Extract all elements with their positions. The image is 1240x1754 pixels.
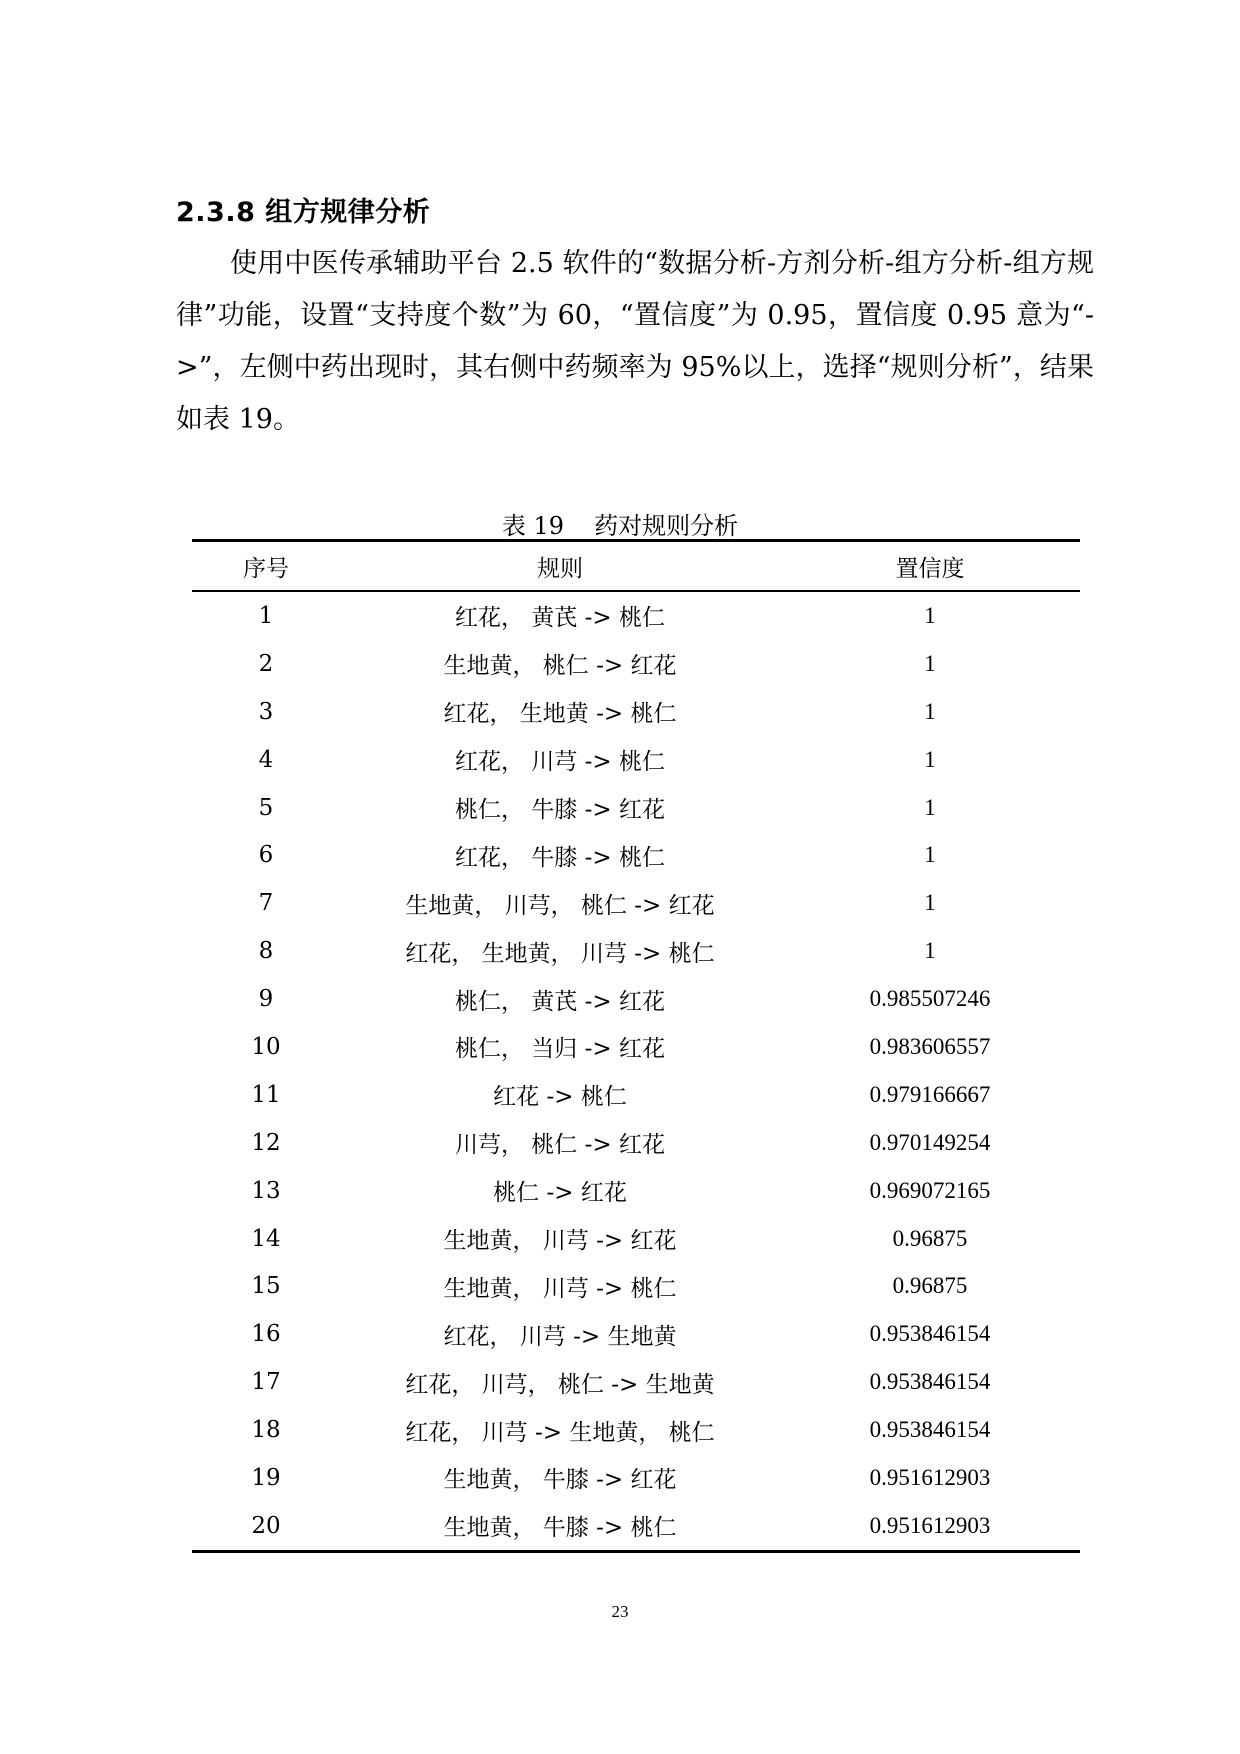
body-paragraph: 使用中医传承辅助平台 2.5 软件的“数据分析-方剂分析-组方分析-组方规律”功能，设置“支持度个数”为 60，“置信度”为 0.95，置信度 0.95 意为“->”，左侧中药出现时，其右侧中药频率为 95%以上，选择“规则分析”，结果如表 19。 (176, 248, 1094, 435)
row-confidence: 0.953846154 (869, 1417, 991, 1443)
row-confidence: 1 (924, 842, 936, 868)
row-number: 6 (258, 842, 274, 869)
table-body (192, 591, 1080, 1551)
table-row (192, 1406, 1080, 1454)
table-row (192, 975, 1080, 1023)
row-number: 11 (251, 1081, 281, 1108)
table-row (192, 831, 1080, 879)
row-rule: 生地黄， 川芎 -> 红花 (443, 1228, 677, 1255)
row-confidence: 1 (924, 602, 936, 628)
row-number: 1 (258, 602, 274, 629)
table-row (192, 1071, 1080, 1119)
row-number: 5 (258, 794, 274, 821)
table-row (192, 591, 1080, 640)
row-number: 7 (258, 890, 274, 917)
table-caption (0, 506, 1240, 541)
row-rule: 桃仁 -> 红花 (493, 1180, 627, 1207)
table-row (192, 1023, 1080, 1071)
row-number: 10 (251, 1033, 281, 1060)
table-caption-title: 药对规则分析 (594, 512, 739, 540)
row-number: 19 (251, 1464, 281, 1491)
row-confidence: 0.953846154 (869, 1369, 991, 1395)
row-rule: 桃仁， 黄芪 -> 红花 (455, 988, 665, 1015)
row-confidence: 1 (924, 698, 936, 724)
table-header-row (192, 541, 1080, 592)
row-number: 9 (258, 986, 274, 1013)
table-row (192, 1215, 1080, 1263)
row-rule: 生地黄， 桃仁 -> 红花 (443, 653, 677, 680)
table-row (192, 1358, 1080, 1406)
row-confidence: 0.951612903 (869, 1512, 991, 1538)
row-number: 8 (258, 938, 274, 965)
row-rule: 红花， 黄芪 -> 桃仁 (455, 605, 665, 632)
row-rule: 生地黄， 牛膝 -> 桃仁 (443, 1515, 677, 1542)
row-rule: 红花， 川芎 -> 生地黄， 桃仁 (405, 1419, 715, 1446)
table-row (192, 1310, 1080, 1358)
table-row (192, 688, 1080, 736)
row-rule: 红花， 牛膝 -> 桃仁 (455, 844, 665, 871)
table-row (192, 1167, 1080, 1215)
row-number: 18 (251, 1417, 281, 1444)
row-rule: 桃仁， 牛膝 -> 红花 (455, 797, 665, 823)
row-number: 3 (258, 698, 274, 725)
row-confidence: 1 (924, 746, 936, 772)
row-rule: 川芎， 桃仁 -> 红花 (455, 1132, 665, 1159)
table-row (192, 1262, 1080, 1310)
row-confidence: 0.953846154 (869, 1321, 991, 1347)
row-confidence: 0.96875 (892, 1273, 968, 1299)
row-rule: 生地黄， 川芎， 桃仁 -> 红花 (405, 892, 715, 919)
table-row (192, 1119, 1080, 1167)
page-number: 23 (611, 1602, 629, 1621)
row-number: 14 (251, 1225, 281, 1252)
row-confidence: 0.985507246 (869, 986, 991, 1012)
row-confidence: 1 (924, 938, 936, 964)
row-confidence: 0.979166667 (869, 1081, 991, 1107)
row-confidence: 0.983606557 (869, 1033, 991, 1059)
row-confidence: 0.951612903 (869, 1464, 991, 1490)
row-number: 4 (258, 746, 274, 773)
row-rule: 红花， 生地黄 -> 桃仁 (443, 701, 677, 728)
header-rule: 规则 (537, 555, 583, 582)
row-confidence: 0.96875 (892, 1225, 968, 1251)
row-confidence: 0.969072165 (869, 1177, 991, 1203)
row-rule: 红花， 川芎 -> 生地黄 (443, 1323, 677, 1350)
header-confidence: 置信度 (895, 555, 965, 582)
header-no: 序号 (243, 555, 289, 582)
row-number: 20 (251, 1512, 281, 1539)
row-confidence: 1 (924, 650, 936, 676)
row-number: 15 (251, 1273, 281, 1300)
table-row (192, 640, 1080, 688)
row-rule: 红花， 川芎 -> 桃仁 (455, 749, 665, 776)
table-row (192, 784, 1080, 832)
table-row (192, 1502, 1080, 1551)
row-rule: 桃仁， 当归 -> 红花 (455, 1036, 665, 1063)
row-rule: 生地黄， 川芎 -> 桃仁 (443, 1275, 677, 1302)
row-rule: 红花 -> 桃仁 (493, 1084, 627, 1111)
row-rule: 生地黄， 牛膝 -> 红花 (443, 1467, 677, 1494)
row-number: 2 (258, 650, 274, 677)
section-heading: 2.3.8 组方规律分析 (176, 197, 431, 228)
row-rule: 红花， 生地黄， 川芎 -> 桃仁 (405, 940, 715, 967)
row-number: 13 (251, 1177, 281, 1204)
table-row (192, 879, 1080, 927)
table-caption-number: 表 19 (501, 512, 565, 540)
rules-table (192, 539, 1080, 1553)
row-number: 16 (251, 1321, 281, 1348)
table-row (192, 927, 1080, 975)
row-confidence: 1 (924, 890, 936, 916)
row-rule: 红花， 川芎， 桃仁 -> 生地黄 (405, 1371, 715, 1398)
table-row (192, 1454, 1080, 1502)
table-row (192, 736, 1080, 784)
row-confidence: 1 (924, 794, 936, 820)
row-confidence: 0.970149254 (869, 1129, 991, 1155)
row-number: 12 (251, 1129, 281, 1156)
row-number: 17 (251, 1369, 281, 1396)
